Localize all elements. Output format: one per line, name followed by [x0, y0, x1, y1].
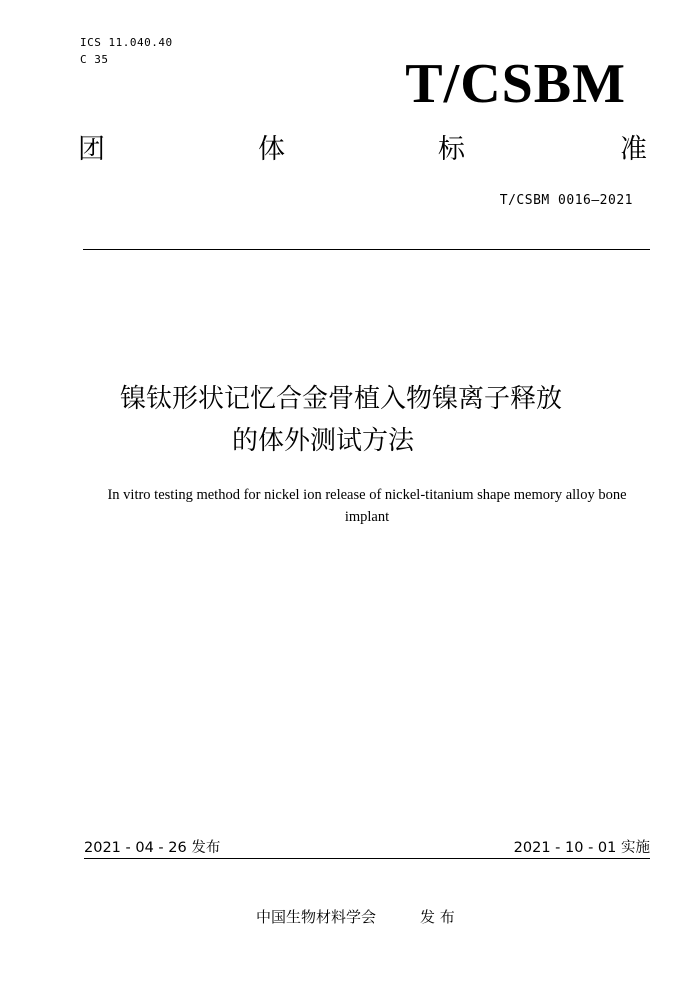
header-divider — [83, 249, 650, 250]
ccs-code: C 35 — [80, 53, 109, 66]
chinese-title-line1: 镍钛形状记忆合金骨植入物镍离子释放 — [120, 384, 563, 414]
standard-type-char: 团 — [78, 134, 105, 165]
footer-divider — [84, 858, 650, 859]
implement-date: 2021 - 10 - 01 实施 — [513, 840, 650, 856]
english-title: In vitro testing method for nickel ion release of nickel-titanium shape memory alloy bone implant — [107, 487, 627, 525]
standard-number: T/CSBM 0016—2021 — [499, 193, 633, 208]
chinese-title-line2: 的体外测试方法 — [232, 426, 415, 456]
issue-label: 发 布 — [420, 908, 455, 926]
publisher-name: 中国生物材料学会 — [256, 908, 377, 926]
publish-date: 2021 - 04 - 26 发布 — [84, 840, 221, 856]
standard-type-char: 准 — [620, 134, 647, 165]
standard-brand: T/CSBM — [405, 53, 626, 115]
ics-code: ICS 11.040.40 — [80, 36, 173, 49]
standard-type-char: 标 — [438, 134, 465, 165]
standard-type-char: 体 — [258, 134, 285, 165]
